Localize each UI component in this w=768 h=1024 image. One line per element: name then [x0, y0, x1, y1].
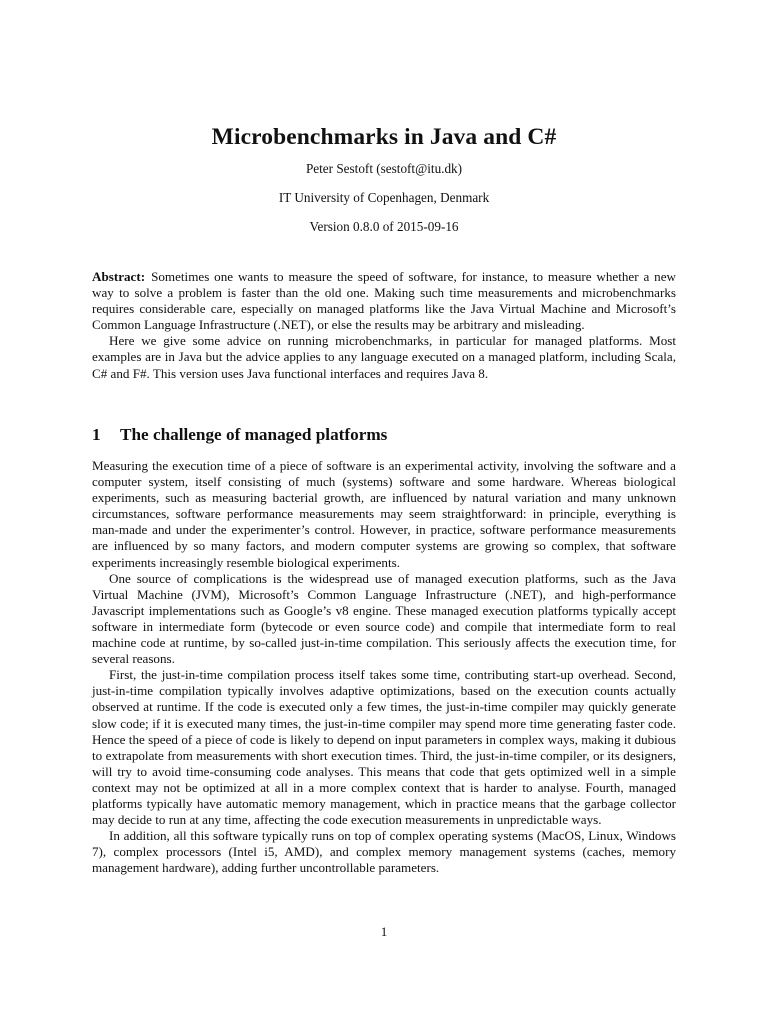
section-body: [92, 458, 676, 876]
paper-title: Microbenchmarks in Java and C#: [211, 124, 557, 150]
body-paragraph: Measuring the execution time of a piece of software is an experimental activity, involving the software and a computer system, itself consisting of much (systems) software and some hardware. Whereas biological experiments, such as measuring bacterial growth, are influenced by natural variation and many unknown circumstances, software performance measurements may seem straightforward: in principle, everything is man-made and under the experimenter’s control. However, in practice, software performance measurements are influenced by so many factors, and modern computer systems are growing so complex, that software experiments increasingly resemble biological experiments.: [92, 458, 676, 570]
abstract-text: Sometimes one wants to measure the speed of software, for instance, to measure whether a new way to solve a problem is faster than the old one. Making such time measurements and microbenchmarks requires considerable care, especially on managed platforms like the Java Virtual Machine and Microsoft’s Common Language Infrastructure (.NET), or else the results may be arbitrary and misleading.: [92, 269, 676, 333]
section-title: The challenge of managed platforms: [120, 425, 388, 444]
body-paragraph: First, the just-in-time compilation process itself takes some time, contributing start-up overhead. Second, just-in-time compilation typically involves adaptive optimizations, based on the execution counts actually observed at runtime. If the code is executed only a few times, the just-in-time compiler may quickly generate slow code; if it is executed many times, the just-in-time compiler may spend more time generating faster code. Hence the speed of a piece of code is likely to depend on input parameters in complex ways, making it dubious to extrapolate from measurements with short execution times. Third, the just-in-time compiler, or its designers, will try to avoid time-consuming code analyses. This means that code that gets optimized well in a simple context may not be optimized at all in a more complex context that is harder to analyse. Fourth, managed platforms typically have automatic memory management, which in practice means that the garbage collector may decide to run at any time, affecting the code execution measurements in unpredictable ways.: [92, 667, 676, 828]
affiliation-line: IT University of Copenhagen, Denmark: [278, 190, 490, 205]
page-number: 1: [380, 924, 388, 939]
body-paragraph: In addition, all this software typically runs on top of complex operating systems (MacOS, Linux, Windows 7), complex processors (Intel i5, AMD), and complex memory management systems (caches, memory management hardware), adding further uncontrollable parameters.: [92, 828, 676, 876]
abstract-paragraph: [92, 269, 676, 333]
section-number: 1: [92, 425, 101, 444]
body-paragraph: One source of complications is the widespread use of managed execution platforms, such as the Java Virtual Machine (JVM), Microsoft’s Common Language Infrastructure (.NET), and high-performance Javascript implementations such as Google’s v8 engine. These managed execution platforms typically accept software in intermediate form (bytecode or even source code) and compile that intermediate form to real machine code at runtime, by so-called just-in-time compilation. This seriously affects the execution time, for several reasons.: [92, 570, 676, 667]
section-heading: [92, 425, 387, 445]
version-line: Version 0.8.0 of 2015-09-16: [309, 219, 459, 234]
author-line: Peter Sestoft (sestoft@itu.dk): [305, 161, 463, 176]
abstract-paragraph: Here we give some advice on running microbenchmarks, in particular for managed platforms. Most examples are in Java but the advice applies to any language executed on a managed platform, including Scala, C# and F#. This version uses Java functional interfaces and requires Java 8.: [92, 333, 676, 381]
abstract-label: Abstract:: [92, 269, 146, 284]
abstract: [92, 269, 676, 382]
